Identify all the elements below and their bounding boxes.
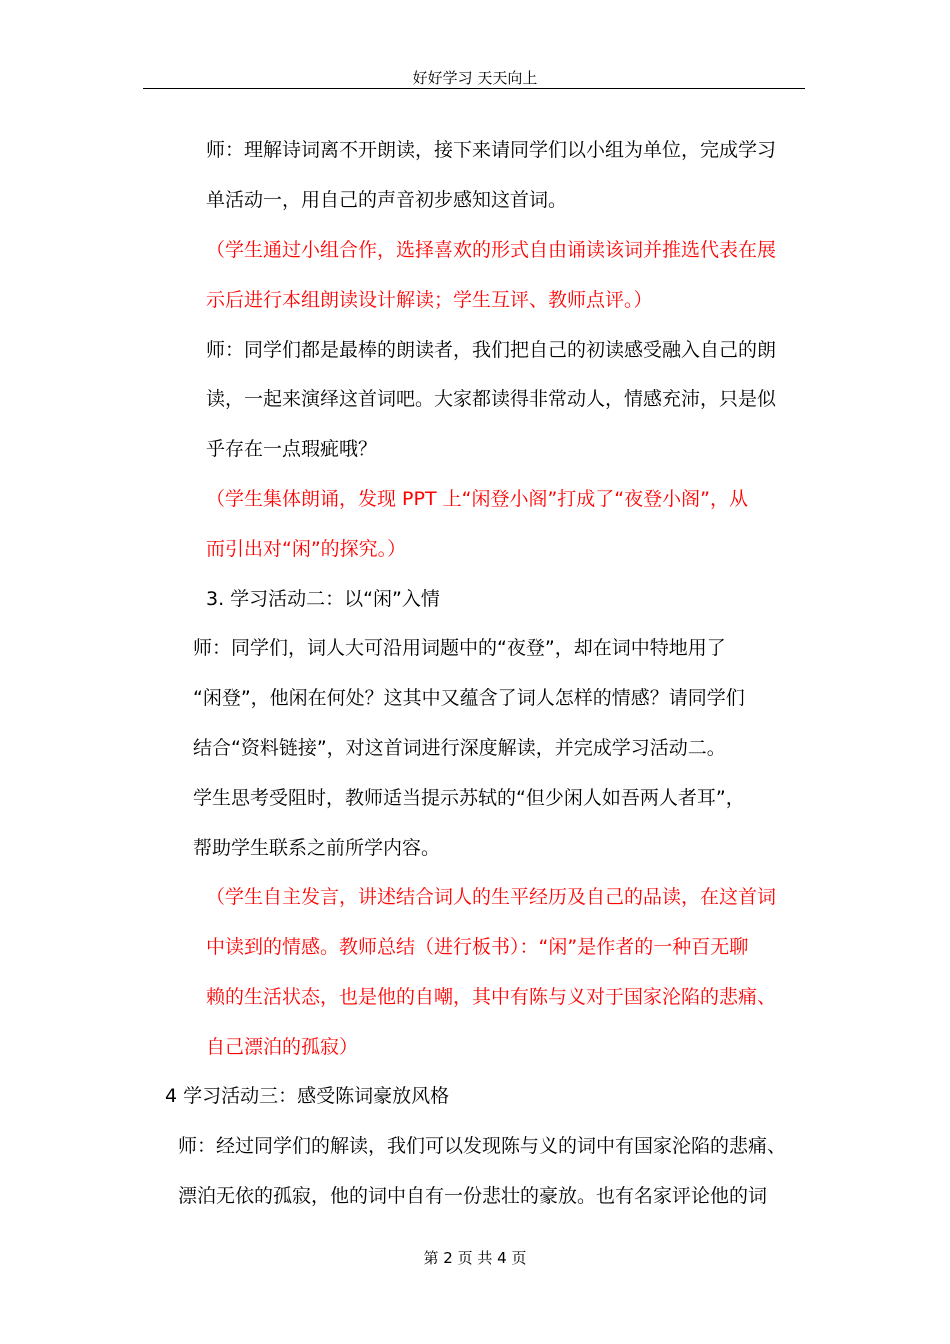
paragraph-line: 结合“资料链接”，对这首词进行深度解读，并完成学习活动二。 [193, 737, 726, 759]
paragraph-line: “闲登”，他闲在何处？这其中又蕴含了词人怎样的情感？请同学们 [193, 687, 745, 709]
paragraph-line: 单活动一，用自己的声音初步感知这首词。 [206, 189, 568, 211]
paragraph-line: 乎存在一点瑕疵哦？ [206, 438, 378, 460]
section-heading: 3. 学习活动二：以“闲”入情 [206, 588, 440, 610]
paragraph-line: 帮助学生联系之前所学内容。 [193, 837, 441, 859]
paragraph-line: 示后进行本组朗读设计解读；学生互评、教师点评。） [206, 289, 653, 311]
paragraph-line: 读，一起来演绎这首词吧。大家都读得非常动人，情感充沛，只是似 [206, 388, 777, 410]
paragraph-line: 师：理解诗词离不开朗读，接下来请同学们以小组为单位，完成学习 [206, 139, 777, 161]
paragraph-line: 师：同学们，词人大可沿用词题中的“夜登”，却在词中特地用了 [193, 637, 726, 659]
paragraph-line: 中读到的情感。教师总结（进行板书）：“闲”是作者的一种百无聊 [206, 936, 749, 958]
paragraph-line: 师：同学们都是最棒的朗读者，我们把自己的初读感受融入自己的朗 [206, 339, 777, 361]
paragraph-line: 学生思考受阻时，教师适当提示苏轼的“但少闲人如吾两人者耳”， [193, 787, 745, 809]
paragraph-line: 自己漂泊的孤寂） [206, 1036, 359, 1058]
paragraph-line: （学生通过小组合作，选择喜欢的形式自由诵读该词并推选代表在展 [206, 239, 777, 261]
section-heading: 4 学习活动三：感受陈词豪放风格 [165, 1085, 450, 1107]
header-divider [143, 88, 805, 89]
paragraph-line: 师：经过同学们的解读，我们可以发现陈与义的词中有国家沦陷的悲痛、 [178, 1135, 787, 1157]
paragraph-line: 而引出对“闲”的探究。） [206, 538, 407, 560]
page-number: 第 2 页 共 4 页 [423, 1249, 527, 1267]
header-title: 好好学习 天天向上 [412, 69, 538, 87]
paragraph-line: 漂泊无依的孤寂，他的词中自有一份悲壮的豪放。也有名家评论他的词 [178, 1185, 768, 1207]
paragraph-line: （学生自主发言，讲述结合词人的生平经历及自己的品读，在这首词 [206, 886, 777, 908]
paragraph-line: 赖的生活状态，也是他的自嘲，其中有陈与义对于国家沦陷的悲痛、 [206, 986, 777, 1008]
paragraph-line: （学生集体朗诵，发现 PPT 上“闲登小阁”打成了“夜登小阁”，从 [206, 488, 748, 510]
